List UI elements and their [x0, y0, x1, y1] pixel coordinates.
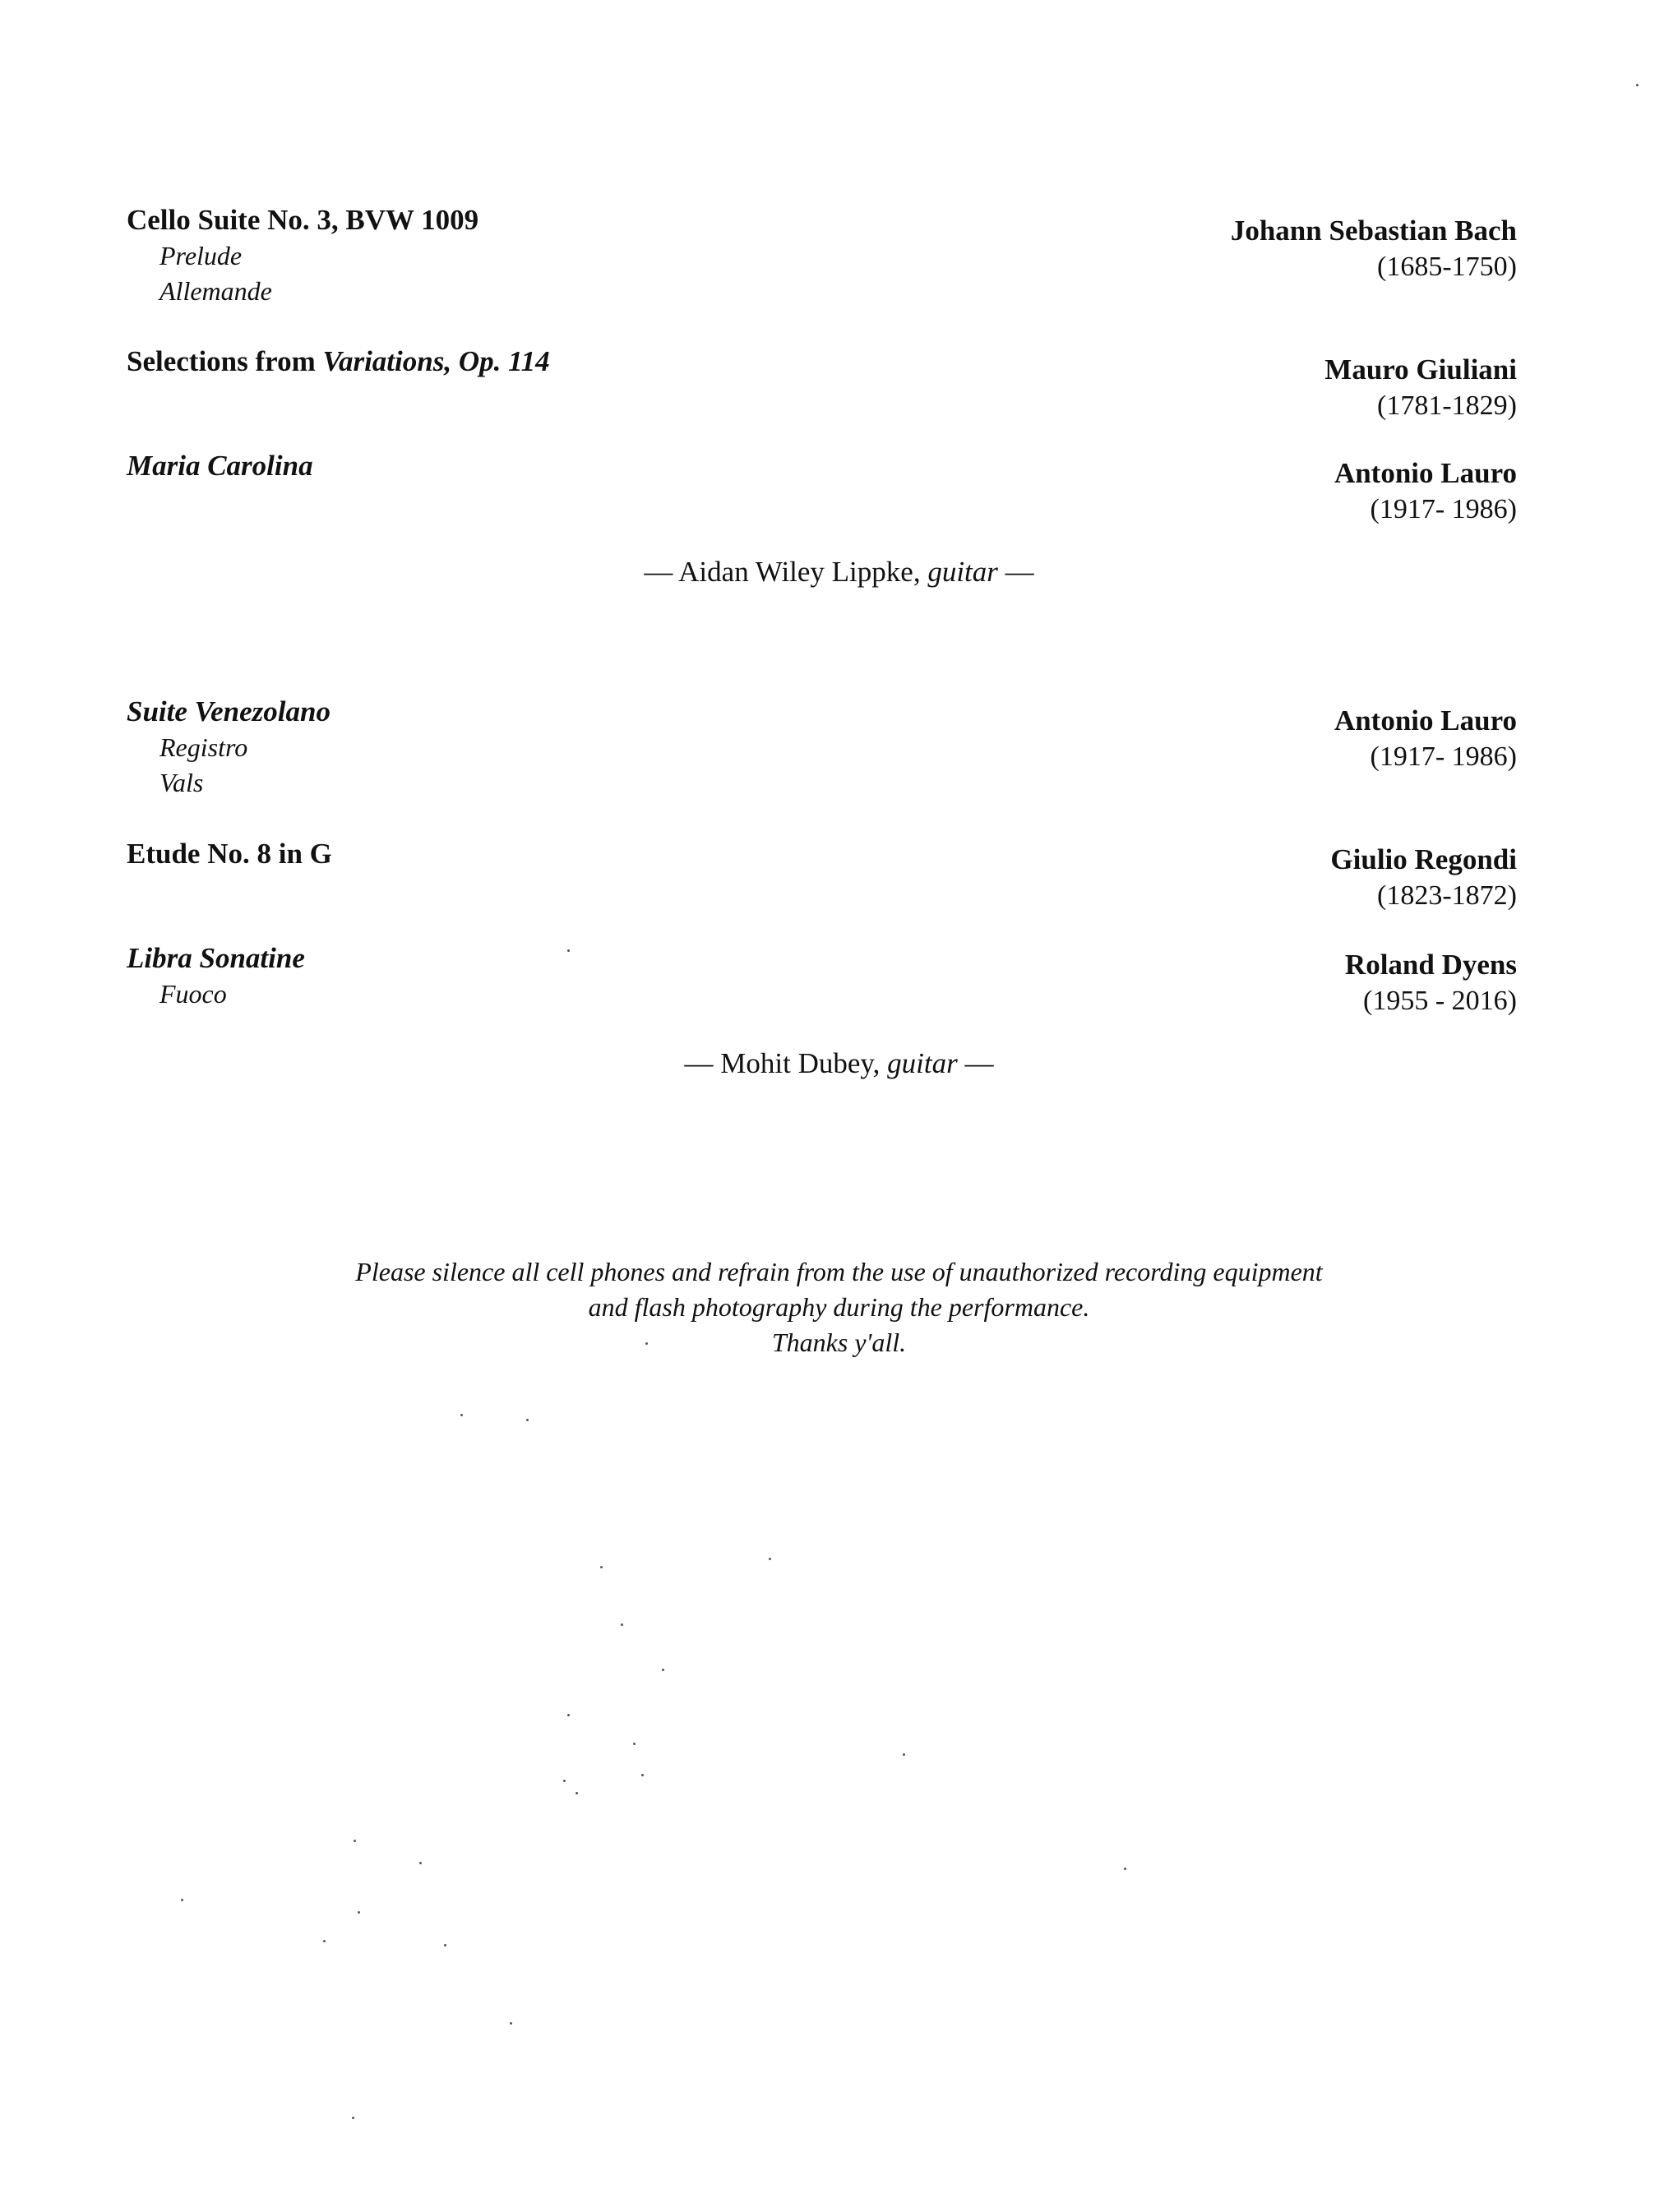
movement-prelude: Prelude — [159, 241, 243, 270]
notice-line-3: Thanks y'all. — [771, 1328, 907, 1357]
speck — [563, 1780, 566, 1782]
speck — [460, 1414, 463, 1416]
speck — [510, 2022, 512, 2025]
movement-allemande: Allemande — [159, 276, 272, 306]
composer-name: Antonio Lauro — [1334, 704, 1517, 737]
work-title-prefix: Selections from — [127, 345, 323, 377]
speck — [621, 1623, 623, 1626]
performer-line — [0, 556, 1678, 589]
work-title-italic: Variations, Op. 114 — [322, 345, 550, 377]
speck — [526, 1419, 529, 1421]
composer-lauro-2 — [1334, 703, 1517, 775]
speck — [903, 1753, 905, 1756]
work-title: Etude No. 8 in G — [127, 838, 332, 870]
speck — [662, 1669, 664, 1671]
movement-vals: Vals — [159, 768, 204, 797]
speck — [641, 1774, 644, 1776]
work-etude-no-8 — [127, 836, 332, 872]
composer-regondi — [1330, 842, 1517, 914]
work-title: Suite Venezolano — [127, 695, 331, 727]
performer-instrument: guitar — [887, 1047, 958, 1079]
composer-giuliani — [1324, 352, 1517, 424]
composer-dates: (1781-1829) — [1377, 390, 1517, 421]
performer-name: Mohit Dubey, — [720, 1047, 888, 1079]
work-title: Libra Sonatine — [127, 942, 305, 974]
performer-instrument: guitar — [927, 556, 998, 588]
work-suite-venezolano — [127, 694, 331, 801]
composer-bach — [1231, 213, 1517, 285]
speck — [181, 1899, 183, 1901]
speck — [444, 1944, 446, 1946]
speck — [323, 1940, 326, 1942]
composer-lauro — [1334, 455, 1517, 528]
dash-close: — — [957, 1047, 994, 1079]
dash-close: — — [997, 556, 1034, 588]
dash-open: — — [644, 556, 679, 588]
speck — [633, 1743, 636, 1745]
composer-dates: (1685-1750) — [1377, 252, 1517, 282]
composer-dyens — [1345, 947, 1517, 1019]
composer-name: Johann Sebastian Bach — [1230, 215, 1517, 247]
work-title: Maria Carolina — [127, 450, 313, 482]
speck — [1636, 84, 1639, 86]
speck — [358, 1911, 360, 1914]
dash-open: — — [684, 1047, 721, 1079]
performer-line — [0, 1047, 1678, 1080]
composer-dates: (1917- 1986) — [1370, 494, 1517, 524]
speck — [600, 1566, 603, 1568]
speck — [567, 1714, 570, 1716]
speck — [576, 1792, 578, 1794]
work-libra-sonatine — [127, 940, 305, 1012]
performer-name: Aidan Wiley Lippke, — [678, 556, 928, 588]
speck — [567, 949, 570, 952]
notice-line-2: and flash photography during the performance. — [588, 1292, 1090, 1322]
speck — [354, 1840, 356, 1842]
speck — [1124, 1868, 1126, 1870]
composer-name: Mauro Giuliani — [1324, 353, 1517, 386]
movement-registro: Registro — [159, 732, 248, 762]
speck — [352, 2117, 354, 2119]
composer-dates: (1955 - 2016) — [1363, 986, 1517, 1016]
audience-notice — [0, 1254, 1678, 1360]
speck — [645, 1342, 648, 1345]
work-title — [127, 344, 550, 380]
composer-name: Antonio Lauro — [1334, 457, 1517, 489]
work-cello-suite — [127, 202, 478, 309]
movement-fuoco: Fuoco — [159, 979, 227, 1009]
composer-name: Roland Dyens — [1344, 949, 1517, 981]
composer-dates: (1823-1872) — [1377, 880, 1517, 911]
notice-line-1: Please silence all cell phones and refrain from the use of unauthorized recording equipment — [355, 1257, 1323, 1286]
composer-dates: (1917- 1986) — [1370, 741, 1517, 772]
work-maria-carolina — [127, 448, 313, 484]
composer-name: Giulio Regondi — [1330, 843, 1517, 875]
speck — [769, 1558, 771, 1560]
speck — [419, 1862, 422, 1864]
work-title: Cello Suite No. 3, BVW 1009 — [127, 204, 479, 236]
work-variations-op-114 — [127, 344, 550, 380]
